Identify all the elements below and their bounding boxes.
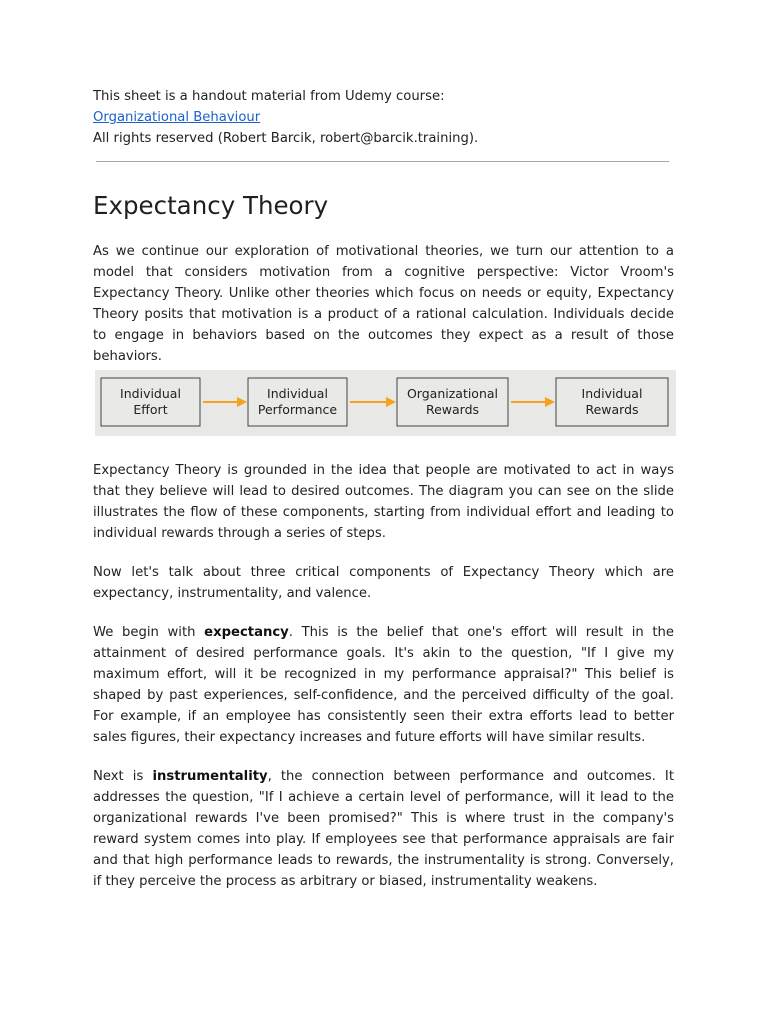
document-page (93, 86, 674, 889)
flow-diagram-svg (95, 370, 676, 436)
diagram-box-individual-effort (101, 378, 200, 426)
course-link[interactable]: Organizational Behaviour (93, 110, 261, 125)
handout-notice: This sheet is a handout material from Udemy course: (93, 89, 445, 104)
expectancy-body: . This is the belief that one's effort will result in the attainment of desired performance goals. It's akin to the question, "If I give my maximum effort, will it be recognized in my performance appraisal?" This belief is shaped by past experiences, self-confidence, and the perceived difficulty of the goal. For example, if an employee has consistently seen their extra efforts lead to better sales figures, their expectancy increases and future efforts will have similar results. (93, 625, 674, 745)
header-divider (96, 161, 669, 162)
grounding-paragraph: Expectancy Theory is grounded in the idea that people are motivated to act in ways that they believe will lead to desired outcomes. The diagram you can see on the slide illustrates the flow of these components, starting from individual effort and leading to individual rewards through a series of steps. (93, 463, 674, 541)
diagram-box-organizational-rewards (397, 378, 508, 426)
expectancy-term: expectancy (204, 625, 289, 640)
box-label-line1: Individual (120, 386, 181, 401)
box-label-line2: Rewards (585, 402, 639, 417)
instrumentality-term: instrumentality (152, 769, 268, 784)
components-paragraph: Now let's talk about three critical components of Expectancy Theory which are expectancy, instrumentality, and valence. (93, 565, 674, 601)
box-label-line1: Individual (581, 386, 643, 401)
intro-paragraph: As we continue our exploration of motivational theories, we turn our attention to a model that considers motivation from a cognitive perspective: Victor Vroom's Expectancy Theory. Unlike other theories which focus on needs or equity, Expectancy Theory posits that motivation is a product of a rational calculation. Individuals decide to engage in behaviors based on the outcomes they expect as a result of those behaviors. (93, 244, 674, 364)
instrumentality-prefix: Next is (93, 769, 153, 784)
box-label-line2: Rewards (425, 402, 480, 417)
instrumentality-body: , the connection between performance and outcomes. It addresses the question, "If I achieve a certain level of performance, will it lead to the organizational rewards I've been promised?" This is where trust in the company's reward system comes into play. If employees see that performance appraisals are fair and that high performance leads to rewards, the instrumentality is strong. Conversely, if they perceive the process as arbitrary or biased, instrumentality weakens. (93, 769, 674, 889)
diagram-box-individual-performance (248, 378, 347, 426)
instrumentality-paragraph (93, 766, 674, 892)
course-line (93, 107, 674, 128)
expectancy-prefix: We begin with (93, 625, 205, 640)
box-label-line2: Performance (257, 402, 338, 417)
box-label-line1: Individual (267, 386, 328, 401)
expectancy-paragraph (93, 622, 674, 748)
expectancy-diagram (95, 370, 676, 436)
page-title: Expectancy Theory (93, 191, 329, 220)
box-label-line1: Organizational (406, 386, 499, 401)
box-label-line2: Effort (133, 402, 168, 417)
rights-notice: All rights reserved (Robert Barcik, robert@barcik.training). (93, 131, 479, 146)
diagram-box-individual-rewards (556, 378, 668, 426)
